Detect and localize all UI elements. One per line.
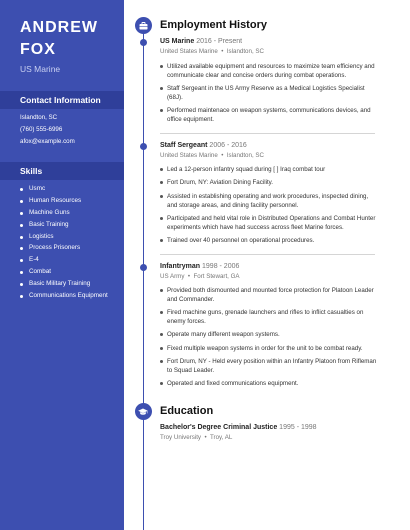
job-location: Islandton, SC xyxy=(226,152,264,159)
degree-line xyxy=(160,424,317,431)
skill-item: Machine Guns xyxy=(20,207,108,219)
job-bullet: Assisted in establishing operating and work procedures, inspected dining, and storage areas, and dining facility personnel. xyxy=(167,192,379,210)
job-employer-line: US Army • Fort Stewart, GA xyxy=(160,273,240,280)
job-bullet: Utilized available equipment and resources to maximize team efficiency and communicate clear and concise orders during combat operations. xyxy=(167,62,379,80)
skill-item: Human Resources xyxy=(20,195,108,207)
job-bullet: Staff Sergeant in the US Army Reserve as a Medical Logistics Specialist (68J). xyxy=(167,84,379,102)
first-name: ANDREW xyxy=(20,19,98,36)
degree: Bachelor's Degree Criminal Justice xyxy=(160,424,278,431)
job-dates: 2016 - Present xyxy=(196,38,243,45)
section-divider xyxy=(160,254,375,255)
job-employer-line: United States Marine • Islandton, SC xyxy=(160,152,264,159)
job-bullet: Trained over 40 personnel on operational procedures. xyxy=(167,236,379,245)
education-heading: Education xyxy=(160,405,214,417)
contact-phone[interactable]: (760) 555-6996 xyxy=(20,126,63,133)
job-employer: United States Marine xyxy=(160,48,218,55)
skill-item: E-4 xyxy=(20,254,108,266)
graduation-cap-icon xyxy=(138,408,148,416)
job-bullet: Fixed multiple weapon systems in order for the unit to be combat ready. xyxy=(167,344,379,353)
skill-item: Process Prisoners xyxy=(20,242,108,254)
contact-location: Islandton, SC xyxy=(20,114,58,121)
skill-item: Combat xyxy=(20,266,108,278)
timeline-dot xyxy=(140,264,147,271)
job-employer: United States Marine xyxy=(160,152,218,159)
job-employer-line: United States Marine • Islandton, SC xyxy=(160,48,264,55)
candidate-name xyxy=(20,17,98,61)
skill-item: Logistics xyxy=(20,231,108,243)
education-dates: 1995 - 1998 xyxy=(279,424,317,431)
employment-heading: Employment History xyxy=(160,19,267,31)
education-section-badge xyxy=(135,403,152,420)
contact-heading: Contact Information xyxy=(0,91,124,109)
school-name: Troy University xyxy=(160,434,202,441)
skill-item: Usmc xyxy=(20,183,108,195)
skills-list xyxy=(20,183,108,302)
sidebar xyxy=(0,0,124,530)
section-divider xyxy=(160,133,375,134)
last-name: FOX xyxy=(20,41,56,58)
contact-email[interactable]: afox@example.com xyxy=(20,138,75,145)
school-location: Troy, AL xyxy=(209,434,233,441)
skills-heading: Skills xyxy=(0,162,124,180)
job-bullet: Participated and held vital role in Distributed Operations and Combat Hunter experiments which have had success across fleet Marine forces. xyxy=(167,214,379,232)
job-title-line xyxy=(160,38,242,45)
job-location: Islandton, SC xyxy=(226,48,264,55)
job-title-line xyxy=(160,263,239,270)
skill-item: Communications Equipment xyxy=(20,290,108,302)
job-bullet: Fort Drum, NY - Held every position within an Infantry Platoon from Rifleman to Squad Leader. xyxy=(167,357,379,375)
school-line: Troy University • Troy, AL xyxy=(160,434,233,441)
job-bullet: Led a 12-person infantry squad during [ ] Iraq combat tour xyxy=(167,165,379,174)
timeline-dot xyxy=(140,143,147,150)
timeline-dot xyxy=(140,39,147,46)
job-bullet: Operated and fixed communications equipment. xyxy=(167,379,379,388)
job-bullet: Fired machine guns, grenade launchers and rifles to inflict casualties on enemy forces. xyxy=(167,308,379,326)
job-dates: 2006 - 2016 xyxy=(209,142,247,149)
job-title: Staff Sergeant xyxy=(160,142,208,149)
timeline-line xyxy=(143,20,144,530)
job-location: Fort Stewart, GA xyxy=(193,273,240,280)
employment-section-badge xyxy=(135,17,152,34)
job-bullet: Operate many different weapon systems. xyxy=(167,330,379,339)
job-title-line xyxy=(160,142,247,149)
job-bullet: Fort Drum, NY: Aviation Dining Facility. xyxy=(167,178,379,187)
job-bullet: Provided both dismounted and mounted force protection for Platoon Leader and Commander. xyxy=(167,286,379,304)
job-dates: 1998 - 2006 xyxy=(202,263,240,270)
briefcase-icon xyxy=(139,22,148,30)
skill-item: Basic Military Training xyxy=(20,278,108,290)
job-employer: US Army xyxy=(160,273,185,280)
job-title: Infantryman xyxy=(160,263,201,270)
skill-item: Basic Training xyxy=(20,219,108,231)
job-bullet: Performed maintenace on weapon systems, communications devices, and office equipment. xyxy=(167,106,379,124)
job-subtitle: US Marine xyxy=(20,64,61,74)
job-title: US Marine xyxy=(160,38,195,45)
